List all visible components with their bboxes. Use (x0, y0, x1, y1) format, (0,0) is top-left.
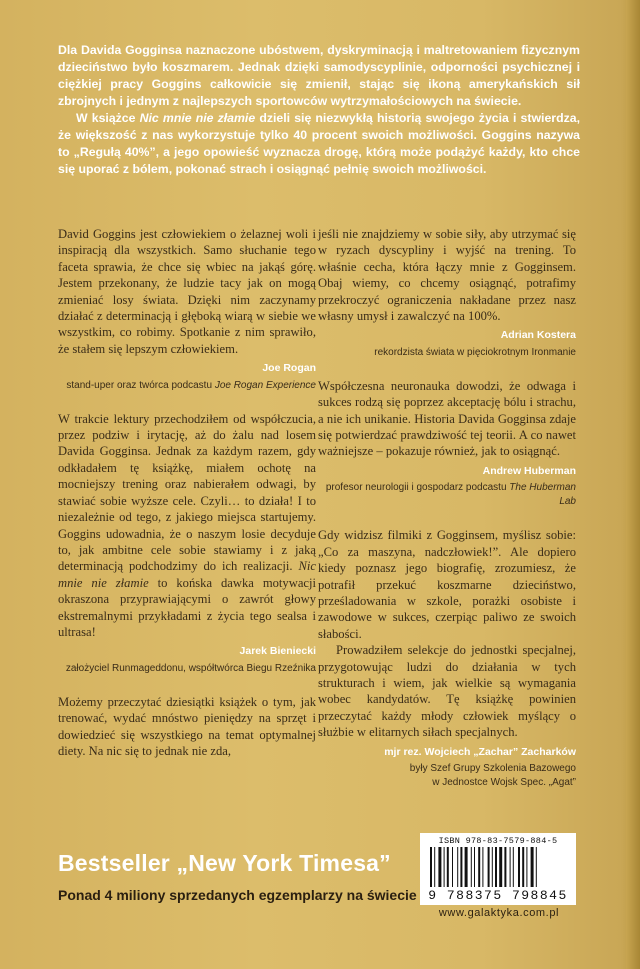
quote-bieniecki-text-start: W trakcie lektury przechodziłem od współczucia, przez podziw i irytację, aż do żalu nad losem Davida Gogginsa. Jednak za każdym razem, gdy odkładałem tę książkę, miałem ochotę na mocniejszy trening oraz nabierałem odwagi, by stawiać sobie wyższe cele. Czyli… to działa! I to niezależnie od tego, z jakiego miejsca startujemy. Goggins udowadnia, że o naszym losie decyduje to, jak ambitne cele sobie stawiamy i z jaką determinacją podchodzimy do ich realizacji. (58, 411, 316, 574)
barcode-icon (430, 847, 566, 887)
quote-kostera-author: Adrian Kostera (500, 329, 576, 342)
quote-rogan-role-start: stand-uper oraz twórca podcastu (66, 379, 215, 391)
quote-huberman-author: Andrew Huberman (482, 464, 576, 477)
quote-bieniecki-book-title: Nic mnie nie złamie (58, 559, 316, 590)
quote-bieniecki-text-end: to końska dawka motywacji okraszona przyprawiającymi o zawrót głowy ekstremalnymi przykładami z życia tego sealsa i ultrasa! (58, 575, 316, 639)
blurb-p2-end: dzieli się niezwykłą historią swojego życia i stwierdza, że większość z nas wykorzystuje tylko 40 procent swoich możliwości. Goggins nazywa to „Regułą 40%”, a jego opowieść wyznacza drogę, którą może podążyć każdy, kto chce się uporać z bólem, pokonać strach i osiągnąć pełnię swoich możliwości. (58, 111, 581, 176)
quote-rogan-role (58, 379, 316, 393)
quote-huberman-role (318, 481, 576, 509)
ean-number: 9 788375 798845 (428, 888, 568, 903)
quote-zacharkow-paragraph-2: Prowadziłem selekcje do jednostki specjalnej, przygotowując ludzi do działania w tych strukturach i wiem, jak wielkie są wymagania wobec kandydatów. Tę książkę powinien przeczytać każdy młody człowiek myślący o służbie w elitarnych siłach specjalnych. (318, 643, 576, 740)
barcode-box (420, 833, 576, 905)
quote-zacharkow-role-2: w Jednostce Wojsk Spec. „Agat” (432, 776, 576, 788)
cover-blurb (58, 42, 580, 178)
quote-huberman-podcast: The Huberman Lab (509, 482, 576, 508)
quote-kostera-text-start: Możemy przeczytać dziesiątki książek o tym, jak trenować, wydać mnóstwo pieniędzy na sprzęt i dowiedzieć się wszystkiego na temat optymalnej diety. Na nic się to jednak nie zda, (58, 694, 316, 758)
bestseller-badge: Bestseller „New York Timesa” (58, 850, 391, 876)
quote-bieniecki-text (58, 411, 316, 641)
isbn-text: ISBN 978-83-7579-884-5 (438, 836, 558, 846)
quote-rogan-podcast: Joe Rogan Experience (214, 379, 316, 391)
spine-edge (626, 0, 640, 969)
quote-bieniecki-author: Jarek Bieniecki (239, 645, 316, 658)
quote-rogan-text: David Goggins jest człowiekiem o żelaznej woli i inspiracją dla wszystkich. Samo słuchanie tego faceta sprawia, że chce się wbiec na jakąś górę. Jestem przekonany, że ludzie tacy jak on mogą zmieniać losy świata. Dzięki nim zaczynamy działać z determinacją i głęboką wiarą w siebie we wszystkim, co robimy. Spotkanie z nim sprawiło, że stałem się lepszym człowiekiem. (58, 227, 316, 356)
quote-zacharkow-role-1: były Szef Grupy Szkolenia Bazowego (409, 762, 576, 774)
blurb-paragraph-1: Dla Davida Gogginsa naznaczone ubóstwem, dyskryminacją i maltretowaniem fizycznym dzieciństwo było koszmarem. Jednak dzięki samodyscyplinie, odporności psychicznej i ciężkiej pracy Goggins całkowicie się zmienił, stając się ikoną amerykańskich sił zbrojnych i jednym z najlepszych sportowców wytrzymałościowych na świecie. (58, 43, 580, 108)
quote-rogan-author: Joe Rogan (262, 362, 316, 375)
copies-sold-text: Ponad 4 miliony sprzedanych egzemplarzy na świecie (58, 887, 417, 903)
blurb-paragraph-2 (58, 110, 580, 178)
quote-huberman-text: Współczesna neuronauka dowodzi, że odwaga i sukces rodzą się poprzez akceptację bólu i strachu, a nie ich unikanie. Historia Davida Gogginsa zdaje się potwierdzać prawdziwość tej teorii. A co nawet ważniejsze – pokazuje również, jak to osiągnąć. (318, 378, 576, 459)
quote-zacharkow-author: mjr rez. Wojciech „Zachar” Zacharków (384, 745, 576, 758)
quote-bieniecki-role: założyciel Runmageddonu, współtwórca Biegu Rzeźnika (65, 662, 316, 674)
quote-kostera-text-cont: jeśli nie znajdziemy w sobie siły, aby utrzymać się w ryzach dyscypliny i wyjść na trening. To właśnie cecha, która łączy mnie z Gogginsem. Obaj wiemy, co chcemy osiągnąć, potrafimy przekroczyć ograniczenia nakładane przez nasz własny umysł i zawalczyć na 100%. (318, 227, 576, 324)
quote-huberman-role-start: profesor neurologii i gospodarz podcastu (325, 482, 510, 494)
blurb-p2-start: W książce (76, 111, 140, 125)
quote-zacharkow-paragraph-1: Gdy widzisz filmiki z Gogginsem, myślisz sobie: „Co za maszyna, nadczłowiek!”. Ale dopiero kiedy poznasz jego biografię, zrozumiesz, że potrafił przekuć koszmarne dzieciństwo, prześladowania w szkole, porażki osobiste i zawodowe w sukces, czerpiąc paliwo ze swoich słabości. (318, 528, 576, 641)
blurb-book-title: Nic mnie nie złamie (139, 111, 256, 125)
quote-kostera-role: rekordzista świata w pięciokrotnym Ironmanie (374, 346, 576, 358)
publisher-url: www.galaktyka.com.pl (438, 907, 560, 919)
right-column (318, 226, 576, 790)
left-column (58, 226, 316, 759)
